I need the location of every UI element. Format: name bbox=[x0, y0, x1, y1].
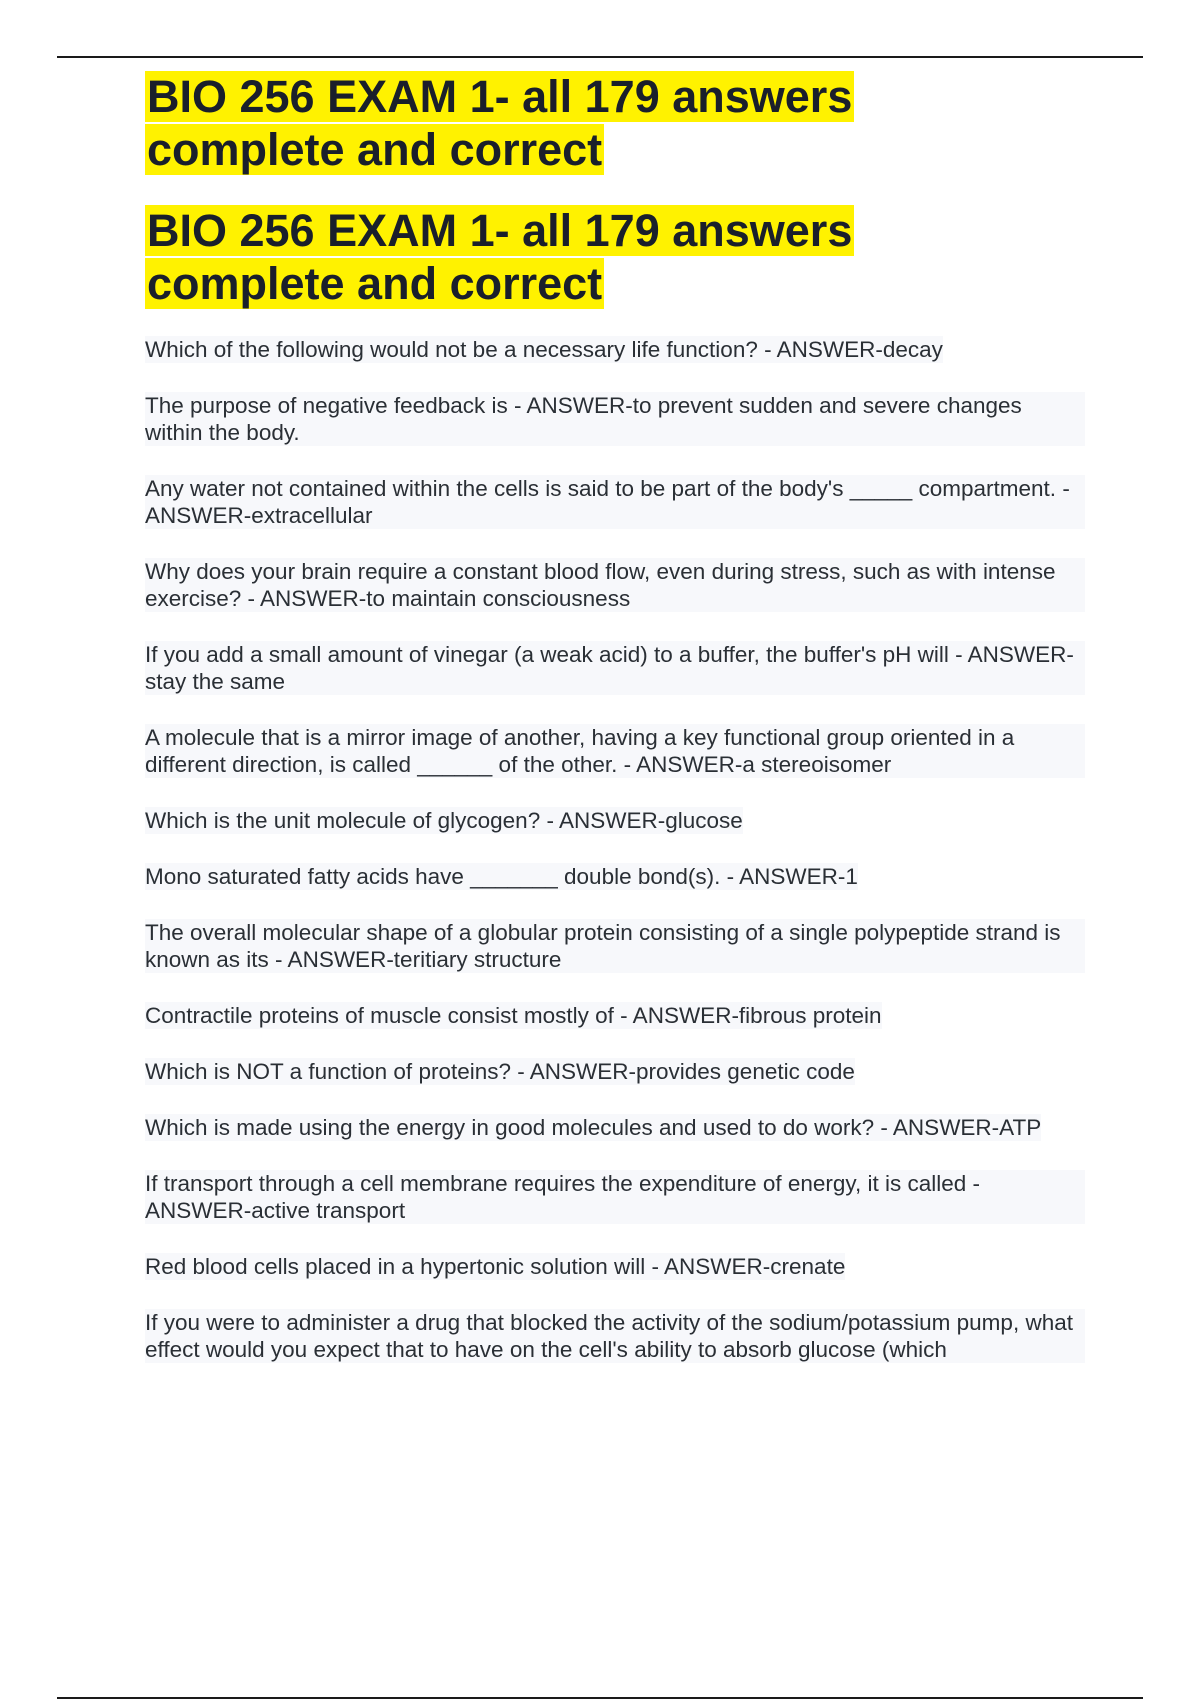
title-line-1: BIO 256 EXAM 1- all 179 answers bbox=[147, 71, 853, 122]
document-title bbox=[145, 70, 1085, 176]
qa-item: Any water not contained within the cells is said to be part of the body's _____ compartment. - ANSWER-extracellular bbox=[145, 475, 1085, 529]
qa-item: Which is made using the energy in good molecules and used to do work? - ANSWER-ATP bbox=[145, 1115, 1042, 1140]
document-title-repeat bbox=[145, 204, 1085, 310]
title-repeat-line-2: complete and correct bbox=[147, 258, 603, 309]
qa-item: The purpose of negative feedback is - ANSWER-to prevent sudden and severe changes within the body. bbox=[145, 392, 1085, 446]
qa-item: Contractile proteins of muscle consist mostly of - ANSWER-fibrous protein bbox=[145, 1003, 882, 1028]
top-rule bbox=[57, 56, 1143, 58]
qa-item: Mono saturated fatty acids have _______ double bond(s). - ANSWER-1 bbox=[145, 864, 858, 889]
qa-item: Red blood cells placed in a hypertonic solution will - ANSWER-crenate bbox=[145, 1254, 846, 1279]
qa-item: Which of the following would not be a necessary life function? - ANSWER-decay bbox=[145, 337, 943, 362]
title-repeat-line-1: BIO 256 EXAM 1- all 179 answers bbox=[147, 205, 853, 256]
qa-item: Why does your brain require a constant blood flow, even during stress, such as with intense exercise? - ANSWER-to maintain consciousness bbox=[145, 558, 1085, 612]
qa-item: A molecule that is a mirror image of another, having a key functional group oriented in a different direction, is called ______ of the other. - ANSWER-a stereoisomer bbox=[145, 724, 1085, 778]
title-line-2: complete and correct bbox=[147, 124, 603, 175]
bottom-rule bbox=[57, 1697, 1143, 1699]
qa-item: Which is NOT a function of proteins? - ANSWER-provides genetic code bbox=[145, 1059, 855, 1084]
qa-item: If you add a small amount of vinegar (a weak acid) to a buffer, the buffer's pH will - ANSWER-stay the same bbox=[145, 641, 1085, 695]
document-body bbox=[145, 70, 1085, 1392]
qa-item: If you were to administer a drug that blocked the activity of the sodium/potassium pump, what effect would you expect that to have on the cell's ability to absorb glucose (which bbox=[145, 1309, 1085, 1363]
qa-item: Which is the unit molecule of glycogen? - ANSWER-glucose bbox=[145, 808, 743, 833]
qa-item: If transport through a cell membrane requires the expenditure of energy, it is called - ANSWER-active transport bbox=[145, 1170, 1085, 1224]
qa-item: The overall molecular shape of a globular protein consisting of a single polypeptide strand is known as its - ANSWER-teritiary structure bbox=[145, 919, 1085, 973]
question-answer-list bbox=[145, 336, 1085, 1392]
